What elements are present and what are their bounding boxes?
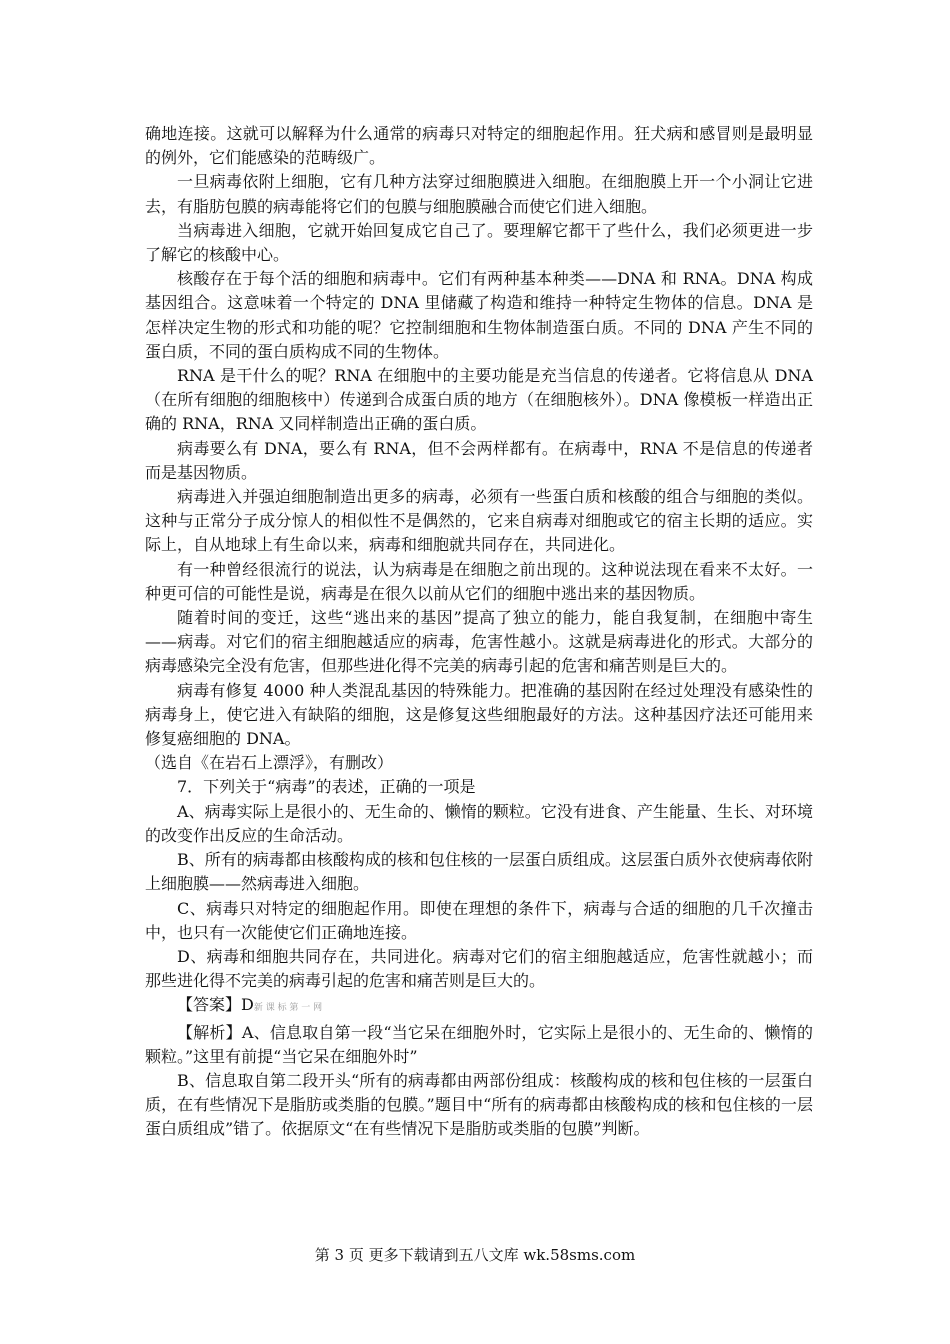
analysis-a [145,1021,813,1069]
paragraph-10: 病毒有修复 4000 种人类混乱基因的特殊能力。把准确的基因附在经过处理没有感染性的病毒身上，使它进入有缺陷的细胞，这是修复这些细胞最好的方法。这种基因疗法还可能用来修复癌细胞的 DNA。 [145,680,813,749]
page-footer: 第 3 页 更多下载请到五八文库 wk.58sms.com [314,1246,636,1264]
paragraph-6: 病毒要么有 DNA，要么有 RNA，但不会两样都有。在病毒中，RNA 不是信息的传递者而是基因物质。 [145,438,813,482]
paragraph-5: RNA 是干什么的呢？RNA 在细胞中的主要功能是充当信息的传递者。它将信息从 DNA（在所有细胞的细胞核中）传递到合成蛋白质的地方（在细胞核外）。DNA 像模板一样造出正确的 RNA，RNA 又同样制造出正确的蛋白质。 [145,366,813,434]
answer-label: 【答案】 [177,995,242,1015]
answer-line [145,993,813,1020]
analysis-label: 【解析】 [177,1022,242,1042]
paragraph-4: 核酸存在于每个活的细胞和病毒中。它们有两种基本种类——DNA 和 RNA。DNA 构成基因组合。这意味着一个特定的 DNA 里储藏了构造和维持一种特定生物体的信息。DNA 是怎样决定生物的形式和功能的呢？它控制细胞和生物体制造蛋白质。不同的 DNA 产生不同的蛋白质，不同的蛋白质构成不同的生物体。 [145,269,813,361]
answer-value: D [241,995,254,1015]
analysis-b-text: B、信息取自第二段开头“所有的病毒都由两部份组成：核酸构成的核和包住核的一层蛋白质，在有些情况下是脂肪或类脂的包膜。”题目中“所有的病毒都由核酸构成的核和包住核的一层蛋白质组成”错了。依据原文“在有些情况下是脂肪或类脂的包膜”判断。 [145,1070,813,1139]
option-d: D、病毒和细胞共同存在，共同进化。病毒对它们的宿主细胞越适应，危害性就越小；而那些进化得不完美的病毒引起的危害和痛苦则是巨大的。 [145,946,813,991]
paragraph-8: 有一种曾经很流行的说法，认为病毒是在细胞之前出现的。这种说法现在看来不太好。一种更可信的可能性是说，病毒是在很久以前从它们的细胞中逃出来的基因物质。 [145,559,813,603]
paragraph-2: 一旦病毒依附上细胞，它有几种方法穿过细胞膜进入细胞。在细胞膜上开一个小洞让它进去，有脂肪包膜的病毒能将它们的包膜与细胞膜融合而使它们进入细胞。 [145,172,813,216]
option-a: A、病毒实际上是很小的、无生命的、懒惰的颗粒。它没有进食、产生能量、生长、对环境的改变作出反应的生命活动。 [145,801,813,845]
document-body [145,122,813,1142]
question-stem: 7．下列关于“病毒”的表述，正确的一项是 [177,777,476,797]
source-citation: （选自《在岩石上漂浮》，有删改） [145,753,394,773]
option-b: B、所有的病毒都由核酸构成的核和包住核的一层蛋白质组成。这层蛋白质外衣使病毒依附上细胞膜——然病毒进入细胞。 [145,850,813,894]
paragraph-7: 病毒进入并强迫细胞制造出更多的病毒，必须有一些蛋白质和核酸的组合与细胞的类似。这种与正常分子成分惊人的相似性不是偶然的，它来自病毒对细胞或它的宿主长期的适应。实际上，自从地球上有生命以来，病毒和细胞就共同存在，共同进化。 [145,487,813,555]
paragraph-9: 随着时间的变迁，这些“逃出来的基因”提高了独立的能力，能自我复制，在细胞中寄生——病毒。对它们的宿主细胞越适应的病毒，危害性越小。这就是病毒进化的形式。大部分的病毒感染完全没有危害，但那些进化得不完美的病毒引起的危害和痛苦则是巨大的。 [145,608,813,676]
paragraph-3: 当病毒进入细胞，它就开始回复成它自己了。要理解它都干了些什么，我们必须更进一步了解它的核酸中心。 [145,220,813,265]
paragraph-1: 确地连接。这就可以解释为什么通常的病毒只对特定的细胞起作用。狂犬病和感冒则是最明显的例外，它们能感染的范畴级广。 [145,124,813,168]
option-c: C、病毒只对特定的细胞起作用。即使在理想的条件下，病毒与合适的细胞的几千次撞击中，也只有一次能使它们正确地连接。 [145,898,813,942]
analysis-b [145,1069,813,1142]
analysis-a-text: A、信息取自第一段“当它呆在细胞外时，它实际上是很小的、无生命的、懒惰的颗粒。”这里有前提“当它呆在细胞外时” [145,1022,813,1066]
watermark-text: 新 课 标 第 一 网 [253,1003,323,1014]
